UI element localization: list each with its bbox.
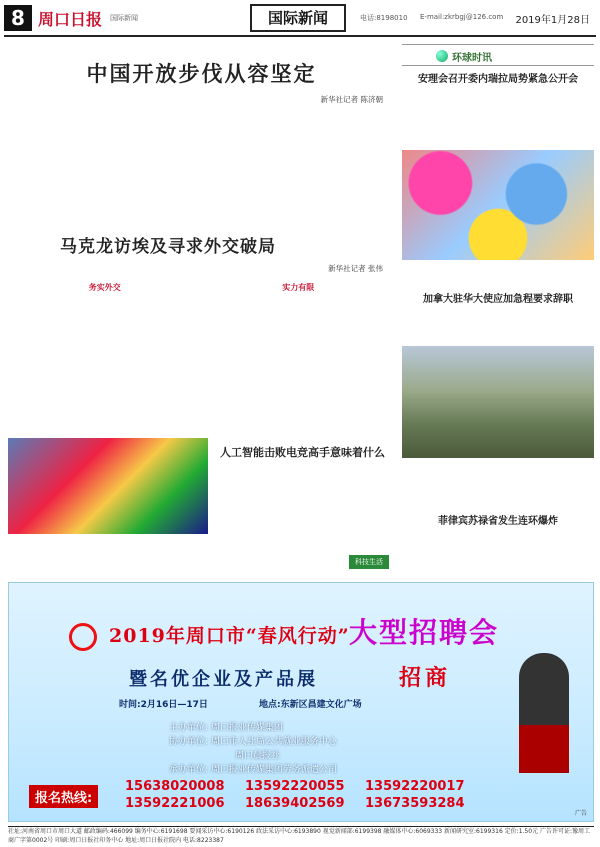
story-ai-esports [212,440,395,575]
headline-canada-envoy: 加拿大驻华大使应加急程要求辞职 [423,294,573,305]
ad-title: 2019年周口市“春风行动” [109,625,350,647]
ticker-label: 环球时讯 [452,53,492,64]
ad-organizers [169,721,337,777]
headline-security-council: 安理会召开委内瑞拉局势紧急公开会 [418,74,578,85]
phone-number: 13592220017 [365,779,465,794]
issue-date: 2019年1月28日 [515,15,590,26]
phone-number: 18639402569 [245,796,345,811]
footer: 社址:河南省周口市周口大道 邮政编码:466099 编务中心:6191698 要闻采访中心:6190126 政法采访中心:6193890 视觉新闻部:6199398 融媒体中心:6069333 新闻研究室:6199316 定价:1.50元 广告许可证:豫周工商广字第0002号 印刷:周口日报社印务中心 地址:周口日报社院内 电话:8223387 [8,826,594,844]
headline-philippines-blast: 菲律宾苏禄省发生连环爆炸 [438,516,558,527]
hotline-label: 报名热线: [29,785,98,808]
phone-list [125,779,485,811]
globe-icon [436,50,448,62]
ad-subtitle: 暨名优企业及产品展 [129,669,318,690]
ad-place: 地点:东新区昌建文化广场 [259,700,362,710]
org-co2: 周口晨报社 [235,751,281,761]
section-tag: 科技生活 [349,555,389,569]
subhead-right: 实力有限 [282,283,315,292]
businessman-figure [519,653,569,773]
subhead-left: 务实外交 [88,283,121,292]
subheads [8,282,395,293]
org-host: 主办单位: 周口报业传媒集团 [169,723,283,733]
ad-zhaoshang: 招商 [399,665,452,691]
phone-number: 13673593284 [365,796,465,811]
section-title: 国际新闻 [250,4,346,32]
story-byline: 新华社记者 陈济朝 [320,95,383,104]
org-organizer: 承办单位: 周口报业传媒集团劳务派遣公司 [169,765,337,775]
story-title: 人工智能击败电竞高手意味着什么 [220,446,385,459]
phone-number: 13592220055 [245,779,345,794]
phone-meta: 电话:8198010 [360,14,408,22]
org-co: 协办单位: 周口市人社局公共就业服务中心 [169,737,337,747]
phone-number: 15638020008 [125,779,225,794]
ad-title-big: 大型招聘会 [349,616,500,649]
job-fair-ad [8,582,594,822]
ad-hotline-bar [29,779,499,815]
page-number: 8 [4,5,32,31]
festival-photo [8,438,208,534]
story-byline: 新华社记者 张伟 [328,264,383,273]
story-title: 马克龙访埃及寻求外交破局 [60,237,276,257]
ad-time: 时间:2月16日—17日 [119,700,208,710]
india-parade-photo [402,150,594,260]
tank-parade-photo [402,346,594,458]
phone-number: 13592221006 [125,796,225,811]
header-rule [4,35,596,37]
story-macron-egypt [8,220,395,430]
story-china-opening [8,44,395,214]
ad-logo-icon [69,623,97,651]
world-ticker [402,44,594,66]
story-title: 中国开放步伐从容坚定 [86,61,317,86]
paper-name: 周口日报 [38,10,103,29]
editor-meta: 国际新闻 [110,14,138,22]
ad-label: 广告 [574,810,587,817]
masthead [0,0,600,36]
email-meta: E-mail:zkrbgj@126.com [420,13,504,21]
